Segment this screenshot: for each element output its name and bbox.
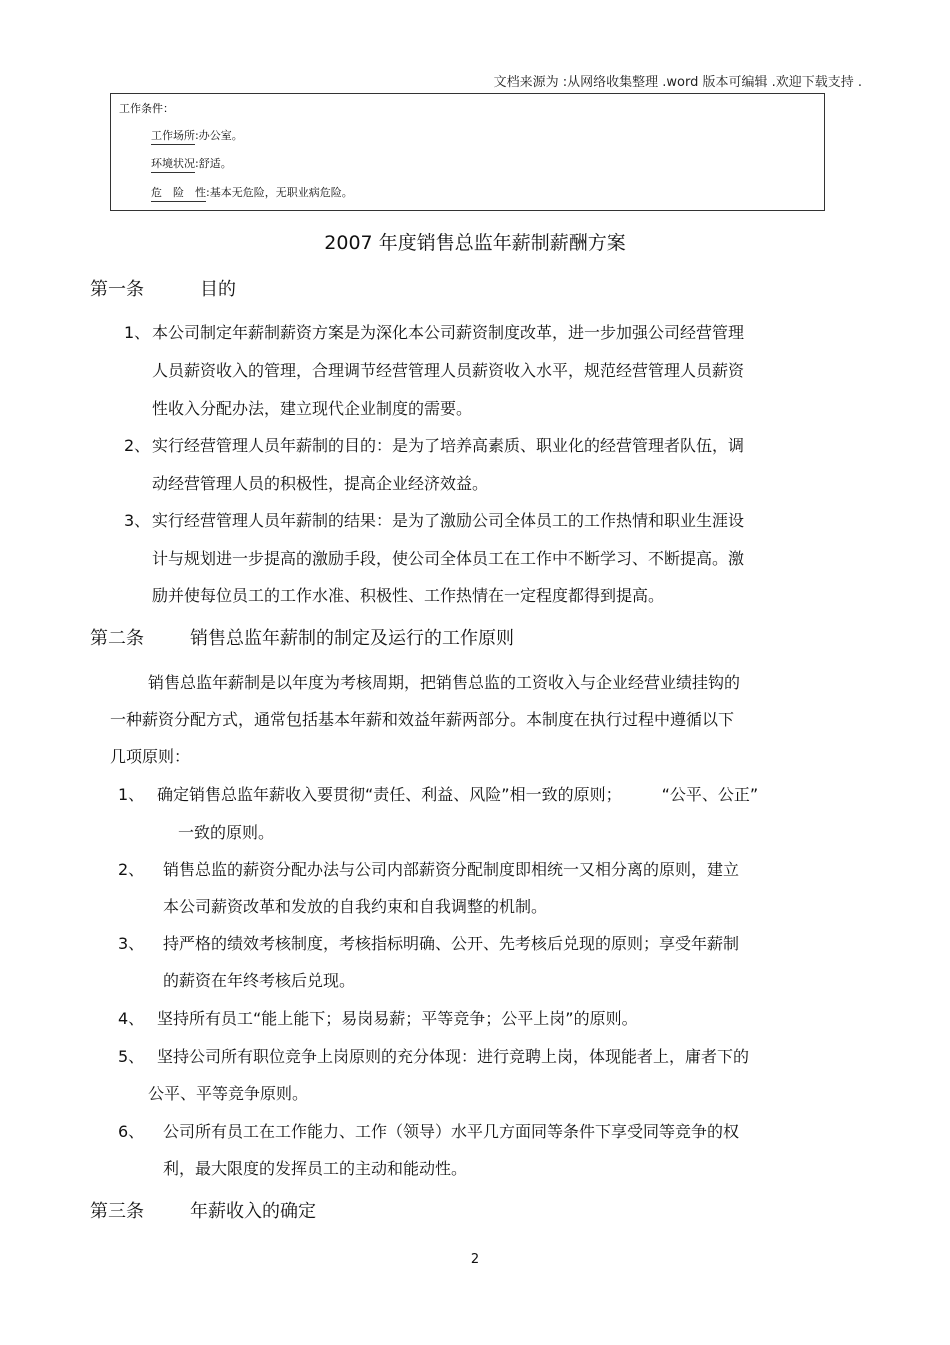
paragraph-line: 实行经营管理人员年薪制的目的：是为了培养高素质、职业化的经营管理者队伍，调 — [152, 436, 745, 455]
section-title: 年薪收入的确定 — [190, 1201, 316, 1222]
section-title: 目的 — [200, 279, 236, 300]
paragraph-line: 利，最大限度的发挥员工的主动和能动性。 — [163, 1159, 468, 1178]
condition-row — [151, 127, 243, 145]
paragraph-line: 动经营管理人员的积极性，提高企业经济效益。 — [152, 474, 489, 493]
section-title: 销售总监年薪制的制定及运行的工作原则 — [190, 628, 514, 649]
paragraph-line: 销售总监的薪资分配办法与公司内部薪资分配制度即相统一又相分离的原则，建立 — [163, 860, 740, 879]
list-number: 5、 — [118, 1047, 145, 1066]
paragraph-line: 公司所有员工在工作能力、工作（领导）水平几方面同等条件下享受同等竞争的权 — [163, 1122, 740, 1141]
paragraph-line: 确定销售总监年薪收入要贯彻“责任、利益、风险”相一致的原则； “公平、公正” — [157, 785, 759, 804]
list-number: 6、 — [118, 1122, 145, 1141]
page-number: 2 — [470, 1252, 480, 1267]
paragraph-line: 几项原则： — [110, 747, 191, 766]
list-number: 2、 — [124, 436, 151, 455]
paragraph-line: 性收入分配办法，建立现代企业制度的需要。 — [152, 399, 473, 418]
paragraph-line: 人员薪资收入的管理，合理调节经营管理人员薪资收入水平，规范经营管理人员薪资 — [152, 361, 745, 380]
paragraph-line: 一种薪资分配方式，通常包括基本年薪和效益年薪两部分。本制度在执行过程中遵循以下 — [110, 710, 735, 729]
paragraph-line: 销售总监年薪制是以年度为考核周期，把销售总监的工资收入与企业经营业绩挂钩的 — [148, 673, 741, 692]
list-number: 3、 — [124, 511, 151, 530]
paragraph-line: 一致的原则。 — [178, 823, 275, 842]
document-title: 2007 年度销售总监年薪制薪酬方案 — [324, 232, 626, 254]
condition-row — [151, 155, 232, 173]
list-number: 3、 — [118, 934, 145, 953]
condition-value: :基本无危险，无职业病危险。 — [206, 186, 353, 199]
condition-value: :舒适。 — [195, 157, 232, 170]
list-number: 2、 — [118, 860, 145, 879]
list-number: 4、 — [118, 1009, 145, 1028]
section-number: 第一条 — [90, 279, 144, 300]
paragraph-line: 坚持公司所有职位竞争上岗原则的充分体现：进行竞聘上岗，体现能者上，庸者下的 — [157, 1047, 750, 1066]
paragraph-line: 本公司薪资改革和发放的自我约束和自我调整的机制。 — [163, 897, 548, 916]
work-conditions-title: 工作条件： — [119, 102, 174, 115]
work-conditions-box — [110, 93, 825, 211]
section-number: 第二条 — [90, 628, 144, 649]
paragraph-line: 实行经营管理人员年薪制的结果：是为了激励公司全体员工的工作热情和职业生涯设 — [152, 511, 745, 530]
paragraph-line: 的薪资在年终考核后兑现。 — [163, 971, 356, 990]
header-note: 文档来源为 :从网络收集整理 .word 版本可编辑 .欢迎下载支持 . — [493, 75, 862, 90]
condition-value: :办公室。 — [195, 129, 243, 142]
section-heading-1 — [90, 275, 236, 301]
condition-label: 工作场所 — [151, 127, 195, 145]
condition-label: 危 险 性 — [151, 184, 206, 202]
paragraph-line: 本公司制定年薪制薪资方案是为深化本公司薪资制度改革，进一步加强公司经营管理 — [152, 323, 745, 342]
section-number: 第三条 — [90, 1201, 144, 1222]
paragraph-line: 持严格的绩效考核制度，考核指标明确、公开、先考核后兑现的原则；享受年薪制 — [163, 934, 740, 953]
paragraph-line: 计与规划进一步提高的激励手段，使公司全体员工在工作中不断学习、不断提高。激 — [152, 549, 745, 568]
paragraph-line: 公平、平等竞争原则。 — [148, 1084, 309, 1103]
section-heading-2 — [90, 624, 514, 650]
condition-row — [151, 184, 353, 202]
paragraph-line: 坚持所有员工“能上能下；易岗易薪；平等竞争；公平上岗”的原则。 — [157, 1009, 638, 1028]
paragraph-line: 励并使每位员工的工作水准、积极性、工作热情在一定程度都得到提高。 — [152, 586, 665, 605]
section-heading-3 — [90, 1197, 316, 1223]
condition-label: 环境状况 — [151, 155, 195, 173]
list-number: 1、 — [124, 323, 151, 342]
list-number: 1、 — [118, 785, 145, 804]
